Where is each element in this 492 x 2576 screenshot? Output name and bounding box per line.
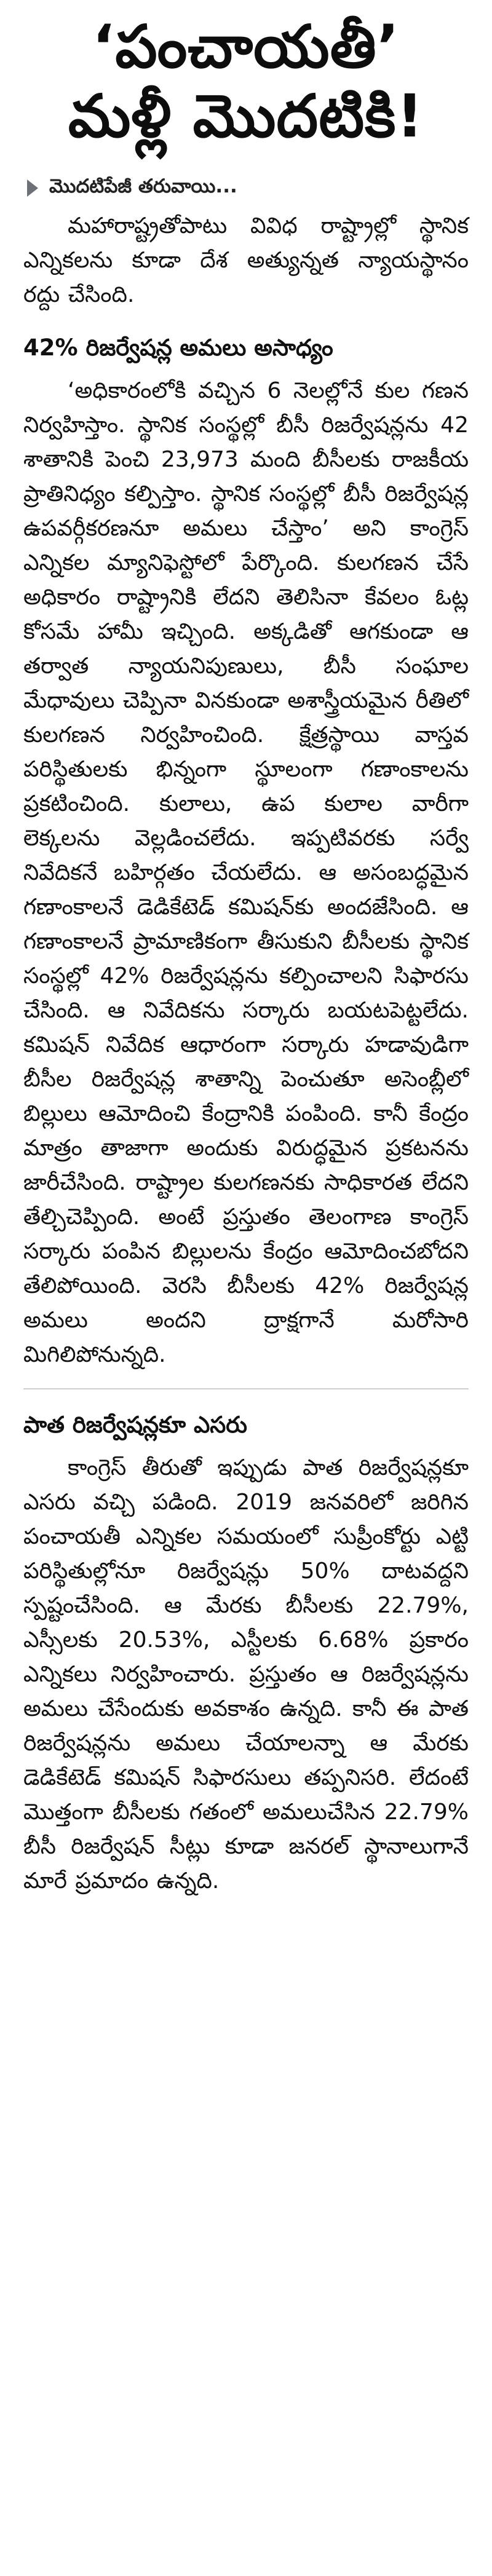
triangle-arrow-icon [27, 180, 38, 197]
section-2-body: కాంగ్రెస్ తీరుతో ఇప్పుడు పాత రిజర్వేషన్లకూ ఎసరు వచ్చి పడింది. 2019 జనవరిలో జరిగిన పంచాయతీ ఎన్నికల సమయంలో సుప్రీంకోర్టు ఎట్టి పరిస్థితుల్లోనూ రిజర్వేషన్లు 50% దాటవద్దని స్పష్టంచేసింది. ఆ మేరకు బీసీలకు 22.79%, ఎస్సీలకు 20.53%, ఎస్టీలకు 6.68% ప్రకారం ఎన్నికలు నిర్వహించారు. ప్రస్తుతం ఆ రిజర్వేషన్లను అమలు చేసేందుకు అవకాశం ఉన్నది. కానీ ఈ పాత రిజర్వేషన్లను అమలు చేయాలన్నా ఆ మేరకు డెడికేటెడ్ కమిషన్ సిఫారసులు తప్పనిసరి. లేదంటే మొత్తంగా బీసీలకు గతంలో అమలుచేసిన 22.79% బీసీ రిజర్వేషన్ సీట్లు కూడా జనరల్ స్థానాలుగానే మారే ప్రమాదం ఉన్నది. [23, 1455, 469, 1894]
intro-paragraph: మహారాష్ట్రతోపాటు వివిధ రాష్ట్రాల్లో స్థానిక ఎన్నికలను కూడా దేశ అత్యున్నత న్యాయస్థానం రద్దు చేసింది. [23, 213, 469, 307]
section-2-heading: పాత రిజర్వేషన్లకూ ఎసరు [23, 1411, 247, 1438]
headline [23, 12, 469, 152]
continuation-kicker [23, 175, 469, 202]
headline-line-2: మళ్లీ మొదటికి! [68, 82, 424, 151]
section-1-heading: 42% రిజర్వేషన్ల అమలు అసాధ్యం [23, 334, 333, 361]
kicker-text: మొదటిపేజీ తరువాయి... [49, 175, 237, 197]
section-divider [23, 1388, 469, 1389]
section-1-body: ‘అధికారంలోకి వచ్చిన 6 నెలల్లోనే కుల గణన నిర్వహిస్తాం. స్థానిక సంస్థల్లో బీసీ రిజర్వేషన్లను 42 శాతానికి పెంచి 23,973 మంది బీసీలకు రాజకీయ ప్రాతినిధ్యం కల్పిస్తాం. స్థానిక సంస్థల్లో బీసీ రిజర్వేషన్ల ఉపవర్గీకరణనూ అమలు చేస్తాం’ అని కాంగ్రెస్ ఎన్నికల మ్యానిఫెస్టోలో పేర్కొంది. కులగణన చేసే అధికారం రాష్ట్రానికి లేదని తెలిసినా కేవలం ఓట్ల కోసమే హామీ ఇచ్చింది. అక్కడితో ఆగకుండా ఆ తర్వాత న్యాయనిపుణులు, బీసీ సంఘాల మేధావులు చెప్పినా వినకుండా అశాస్త్రీయమైన రీతిలో కులగణన నిర్వహించింది. క్షేత్రస్థాయి వాస్తవ పరిస్థితులకు భిన్నంగా స్థూలంగా గణాంకాలను ప్రకటించింది. కులాలు, ఉప కులాల వారీగా లెక్కలను వెల్లడించలేదు. ఇప్పటివరకు సర్వే నివేదికనే బహిర్గతం చేయలేదు. ఆ అసంబద్ధమైన గణాంకాలనే డెడికేటెడ్ కమిషన్‌కు అందజేసింది. ఆ గణాంకాలనే ప్రామాణికంగా తీసుకుని బీసీలకు స్థానిక సంస్థల్లో 42% రిజర్వేషన్లను కల్పించాలని సిఫారసు చేసింది. ఆ నివేదికను సర్కారు బయటపెట్టలేదు. కమిషన్ నివేదిక ఆధారంగా సర్కారు హడావుడిగా బీసీల రిజర్వేషన్ల శాతాన్ని పెంచుతూ అసెంబ్లీలో బిల్లులు ఆమోదించి కేంద్రానికి పంపింది. కానీ కేంద్రం మాత్రం తాజాగా అందుకు విరుద్ధమైన ప్రకటనను జారీచేసింది. రాష్ట్రాల కులగణనకు సాధికారత లేదని తేల్చిచెప్పింది. అంటే ప్రస్తుతం తెలంగాణ కాంగ్రెస్ సర్కారు పంపిన బిల్లులను కేంద్రం ఆమోదించబోదని తేలిపోయింది. వెరసి బీసీలకు 42% రిజర్వేషన్ల అమలు అందని ద్రాక్షగానే మరోసారి మిగిలిపోనున్నది. [23, 377, 469, 1367]
headline-line-1: ‘పంచాయతీ’ [92, 12, 400, 81]
